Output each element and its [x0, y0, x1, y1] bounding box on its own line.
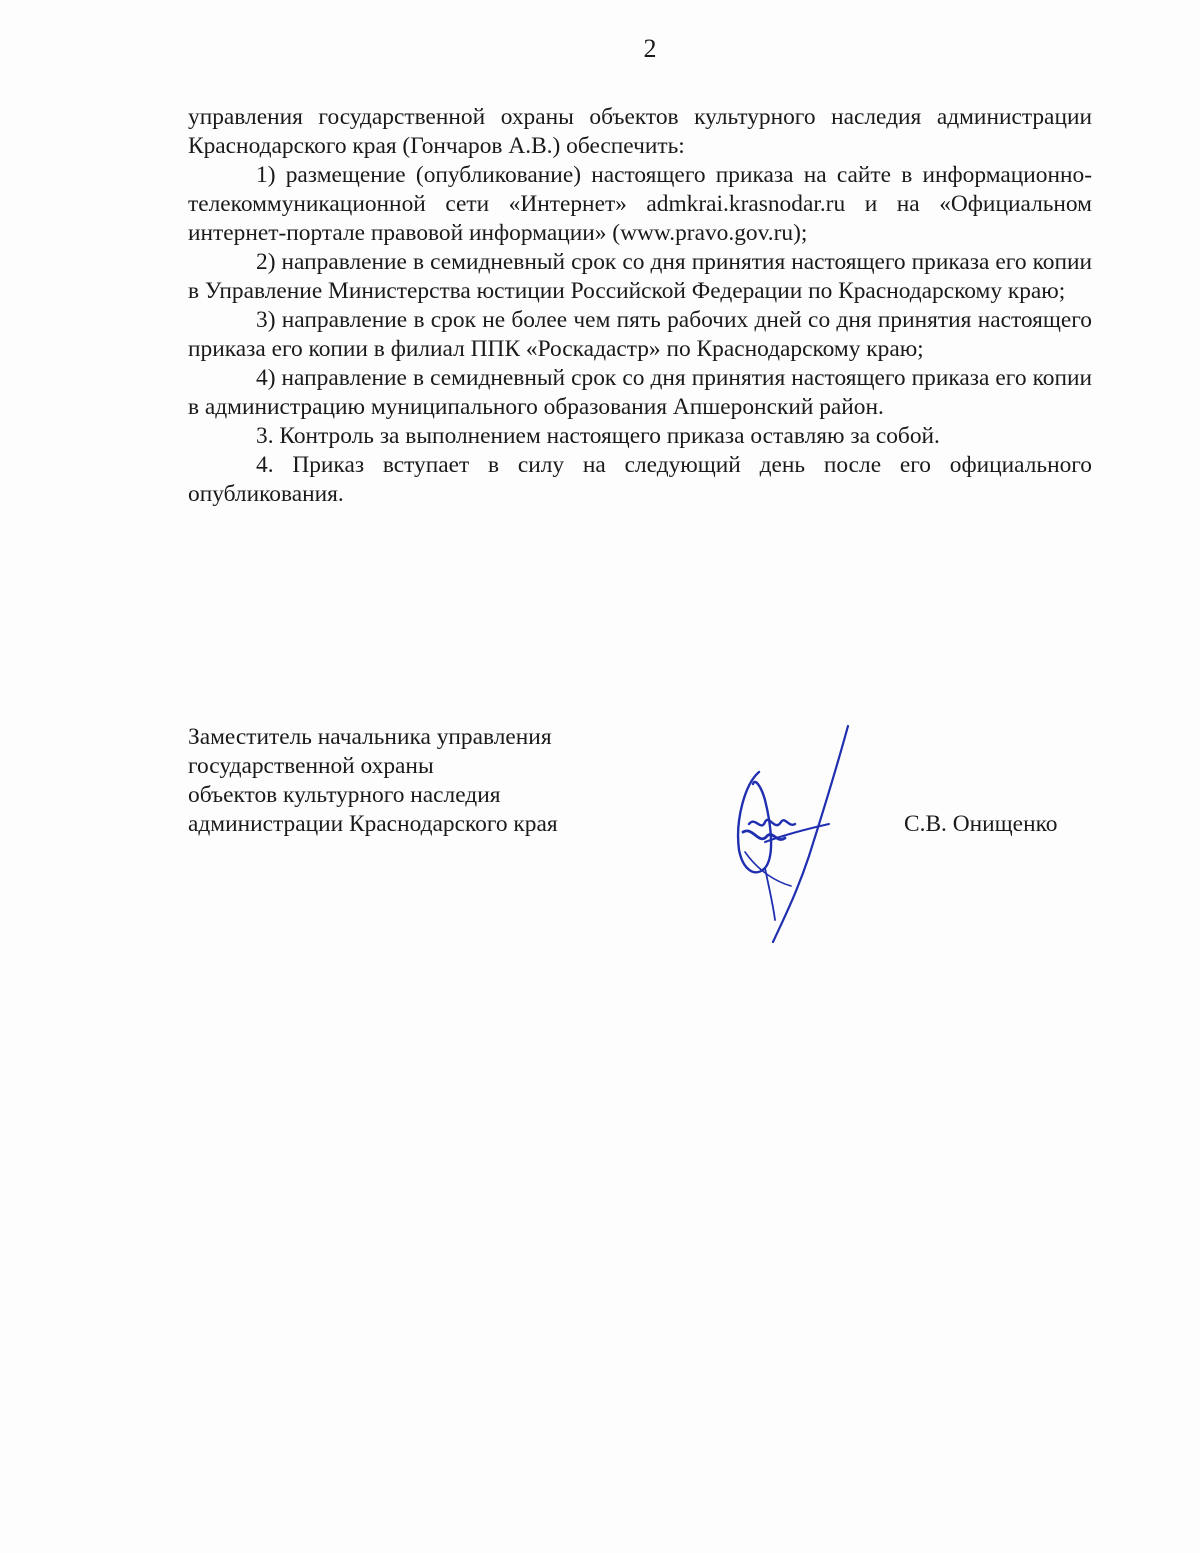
document-body — [188, 103, 1092, 509]
paragraph-item-2-ministry-of-justice: 2) направление в семидневный срок со дня принятия настоящего приказа его копии в Управление Министерства юстиции Российской Федерации по Краснодарскому краю; — [188, 249, 1092, 304]
handwritten-signature — [725, 720, 855, 945]
signer-position-line: Заместитель начальника управления — [188, 724, 552, 750]
signer-name: С.В. Онищенко — [904, 811, 1058, 837]
paragraph-intro-continuation: управления государственной охраны объектов культурного наследия администрации Краснодарского края (Гончаров А.В.) обеспечить: — [188, 104, 1092, 159]
paragraph-item-4-administration: 4) направление в семидневный срок со дня принятия настоящего приказа его копии в администрацию муниципального образования Апшеронский район. — [188, 365, 1092, 420]
page-number: 2 — [643, 34, 657, 63]
paragraph-clause-3-control: 3. Контроль за выполнением настоящего приказа оставляю за собой. — [256, 423, 940, 449]
paragraph-clause-4-effective: 4. Приказ вступает в силу на следующий день после его официального опубликования. — [188, 452, 1092, 507]
paragraph-item-1-publication: 1) размещение (опубликование) настоящего приказа на сайте в информационно-телекоммуникационной сети «Интернет» admkrai.krasnodar.ru и на «Официальном интернет-портале правовой информации» (www.pravo.gov.ru); — [188, 162, 1092, 246]
paragraph-item-3-roskadastr: 3) направление в срок не более чем пять рабочих дней со дня принятия настоящего приказа его копии в филиал ППК «Роскадастр» по Краснодарскому краю; — [188, 307, 1092, 362]
signer-position-line: объектов культурного наследия — [188, 782, 501, 808]
signer-position — [188, 723, 648, 839]
signer-position-line: государственной охраны — [188, 753, 434, 779]
signer-position-line: администрации Краснодарского края — [188, 811, 558, 837]
